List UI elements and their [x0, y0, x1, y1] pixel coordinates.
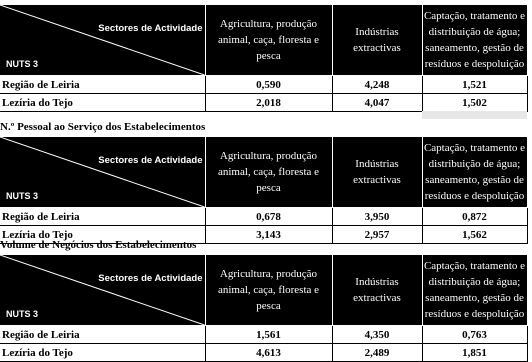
table-row	[0, 344, 527, 362]
column-header-agricultura: Agricultura, produção animal, caça, floresta e pesca	[205, 255, 332, 326]
cell: 1,562	[422, 226, 527, 244]
column-header-captacao: Captação, tratamento e distribuição de água; saneamento, gestão de resíduos e despoluição	[422, 5, 527, 76]
header-corner	[0, 5, 205, 76]
cell: 0,678	[205, 208, 332, 226]
column-header-industrias: Indústrias extractivas	[332, 137, 422, 208]
column-header-industrias: Indústrias extractivas	[332, 5, 422, 76]
row-name: Região de Leiria	[0, 208, 205, 226]
row-name: Região de Leiria	[0, 326, 205, 344]
column-header-agricultura: Agricultura, produção animal, caça, floresta e pesca	[205, 5, 332, 76]
cell: 1,561	[205, 326, 332, 344]
table-row	[0, 76, 527, 94]
nuts-label: NUTS 3	[6, 191, 39, 201]
cell: 1,851	[422, 344, 527, 362]
nuts-label: NUTS 3	[6, 59, 39, 69]
cell: 0,763	[422, 326, 527, 344]
cell: 2,489	[332, 344, 422, 362]
sectores-label: Sectores de Actividade	[98, 23, 203, 34]
row-name: Lezíria do Tejo	[0, 94, 205, 112]
cell: 1,502	[422, 94, 527, 112]
cell: 4,047	[332, 94, 422, 112]
row-name: Lezíria do Tejo	[0, 226, 205, 244]
table-row	[0, 326, 527, 344]
row-name: Lezíria do Tejo	[0, 344, 205, 362]
cell: 4,350	[332, 326, 422, 344]
cell: 0,590	[205, 76, 332, 94]
table-2	[0, 136, 527, 244]
table-3-title: Volume de Negócios dos Estabelecimentos	[0, 239, 197, 251]
cell: 2,957	[332, 226, 422, 244]
table-3	[0, 254, 527, 362]
table-row	[0, 208, 527, 226]
cell: 1,521	[422, 76, 527, 94]
header-corner	[0, 137, 205, 208]
cell: 2,018	[205, 94, 332, 112]
cell: 0,872	[422, 208, 527, 226]
shade-strip	[422, 111, 527, 119]
table-row	[0, 94, 527, 112]
column-header-captacao: Captação, tratamento e distribuição de água; saneamento, gestão de resíduos e despoluição	[422, 137, 527, 208]
header-corner	[0, 255, 205, 326]
nuts-label: NUTS 3	[6, 309, 39, 319]
table-2-title: N.º Pessoal ao Serviço dos Estabelecimentos	[0, 121, 206, 133]
sectores-label: Sectores de Actividade	[98, 155, 203, 166]
row-name: Região de Leiria	[0, 76, 205, 94]
column-header-industrias: Indústrias extractivas	[332, 255, 422, 326]
table-1	[0, 4, 527, 112]
cell: 4,248	[332, 76, 422, 94]
column-header-captacao: Captação, tratamento e distribuição de água; saneamento, gestão de resíduos e despoluição	[422, 255, 527, 326]
column-header-agricultura: Agricultura, produção animal, caça, floresta e pesca	[205, 137, 332, 208]
cell: 3,143	[205, 226, 332, 244]
cell: 4,613	[205, 344, 332, 362]
sectores-label: Sectores de Actividade	[98, 273, 203, 284]
cell: 3,950	[332, 208, 422, 226]
